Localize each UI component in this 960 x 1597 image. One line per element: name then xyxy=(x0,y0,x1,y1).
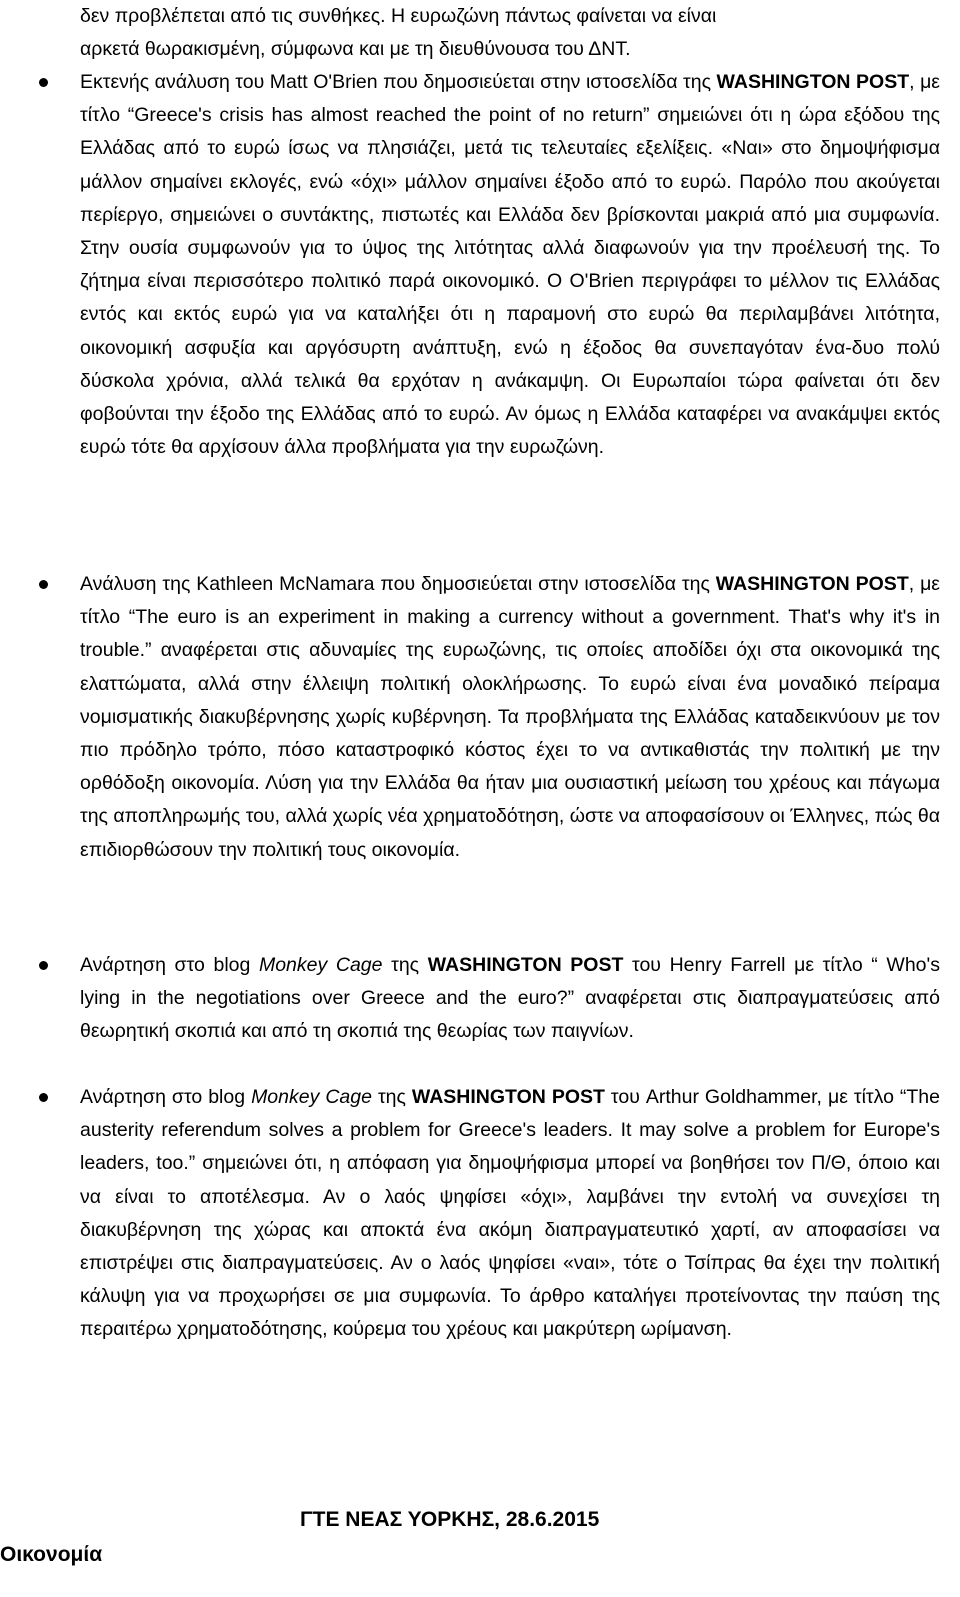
item-4-publication: WASHINGTON POST xyxy=(411,1086,605,1108)
intro-line-1: δεν προβλέπεται από τις συνθήκες. Η ευρωζώνη πάντως φαίνεται να είναι xyxy=(80,5,717,27)
item-4-connector: της xyxy=(371,1086,412,1108)
document-title: ΓΤΕ ΝΕΑΣ ΥΟΡΚΗΣ, 28.6.2015 xyxy=(300,1508,600,1531)
item-4-blog-name: Monkey Cage xyxy=(251,1086,372,1108)
item-4-intro: Ανάρτηση στο blog xyxy=(80,1086,252,1108)
list-item-3 xyxy=(80,949,940,1049)
bullet-icon xyxy=(39,78,48,87)
bullet-icon xyxy=(39,1093,48,1102)
list-item-4 xyxy=(80,1081,940,1347)
list-item-2 xyxy=(80,568,940,867)
item-4-text: του Arthur Goldhammer, με τίτλο “The austerity referendum solves a problem for Greece's leaders. It may solve a problem for Europe's leaders, too.” σημειώνει ότι, η απόφαση για δημοψήφισμα μπορεί να βοηθήσει τον Π/Θ, όποιο και να είναι το αποτέλεσμα. Αν ο λαός ψηφίσει «όχι», λαμβάνει την εντολή να συνεχίσει τη διακυβέρνηση της χώρας και αποκτά ένα ακόμη διαπραγματευτικό χαρτί, αν αποφασίσει να επιστρέψει στις διαπραγματεύσεις. Αν ο λαός ψηφίσει «ναι», τότε ο Τσίπρας θα έχει την πολιτική κάλυψη για να προχωρήσει σε μια συμφωνία. Το άρθρο καταλήγει προτείνοντας την παύση της περαιτέρω χρηματοδότησης, κούρεμα του χρέους και μακρύτερη ωρίμανση. xyxy=(80,1086,940,1341)
item-3-intro: Ανάρτηση στο blog xyxy=(80,954,259,976)
item-1-intro: Εκτενής ανάλυση του Matt O'Brien που δημοσιεύεται στην ιστοσελίδα της xyxy=(80,71,717,93)
item-1-text: , με τίτλο “Greece's crisis has almost reached the point of no return” σημειώνει ότι η ώρα εξόδου της Ελλάδας από το ευρώ ίσως να πλησιάζει, μετά τις τελευταίες εξελίξεις. «Ναι» στο δημοψήφισμα μάλλον σημαίνει εκλογές, ενώ «όχι» μάλλον σημαίνει έξοδο από το ευρώ. Παρόλο που ακούγεται περίεργο, σημειώνει ο συντάκτης, πιστωτές και Ελλάδα δεν βρίσκονται μακριά από μια συμφωνία. Στην ουσία συμφωνούν για το ύψος της λιτότητας αλλά διαφωνούν για την προέλευσή της. Το ζήτημα είναι περισσότερο πολιτικό παρά οικονομικό. Ο O'Brien περιγράφει το μέλλον τις Ελλάδας εντός και εκτός ευρώ για να καταλήξει ότι η παραμονή στο ευρώ θα περιλαμβάνει λιτότητα, οικονομική ασφυξία και αργόσυρτη ανάπτυξη, ενώ η έξοδος θα συνεπαγόταν ένα-δυο πολύ δύσκολα χρόνια, αλλά τελικά θα ερχόταν η ανάκαμψη. Οι Ευρωπαίοι τώρα φαίνεται ότι δεν φοβούνται την έξοδο της Ελλάδας από το ευρώ. Αν όμως η Ελλάδα καταφέρει να ανακάμψει εκτός ευρώ τότε θα αρχίσουν άλλα προβλήματα για την ευρωζώνη. xyxy=(80,71,940,459)
item-2-intro: Ανάλυση της Kathleen McNamara που δημοσιεύεται στην ιστοσελίδα της xyxy=(80,573,716,595)
item-3-blog-name: Monkey Cage xyxy=(258,954,383,976)
item-2-text: , με τίτλο “The euro is an experiment in making a currency without a government. That's why it's in trouble.” αναφέρεται στις αδυναμίες της ευρωζώνης, τις οποίες αποδίδει όχι στα οικονομικά της ελαττώματα, αλλά στην έλλειψη πολιτική ολοκλήρωσης. Το ευρώ είναι ένα μοναδικό πείραμα νομισματικής διακυβέρνησης χωρίς κυβέρνηση. Τα προβλήματα της Ελλάδας καταδεικνύουν με τον πιο πρόδηλο τρόπο, πόσο καταστροφικό κόστος έχει το να αντικαθιστάς την πολιτική με την ορθόδοξη οικονομία. Λύση για την Ελλάδα θα ήταν μια ουσιαστική μείωση του χρέους και πάγωμα της αποπληρωμής του, αλλά χωρίς νέα χρηματοδότηση, ώστε να αποφασίσουν οι Έλληνες, πώς θα επιδιορθώσουν την πολιτική τους οικονομία. xyxy=(80,573,940,861)
item-3-connector: της xyxy=(382,954,428,976)
section-label: Οικονομία xyxy=(0,1543,103,1566)
item-1-publication: WASHINGTON POST xyxy=(716,71,910,93)
item-2-publication: WASHINGTON POST xyxy=(715,573,909,595)
intro-line-2: αρκετά θωρακισμένη, σύμφωνα και με τη διευθύνουσα του ΔΝΤ. xyxy=(80,38,631,60)
bullet-icon xyxy=(39,580,48,589)
item-3-text: του Henry Farrell με τίτλο “ Who's lying in the negotiations over Greece and the euro?” αναφέρεται στις διαπραγματεύσεις από θεωρητική σκοπιά και από τη σκοπιά της θεωρίας των παιγνίων. xyxy=(80,954,940,1043)
item-3-publication: WASHINGTON POST xyxy=(427,954,624,976)
bullet-icon xyxy=(39,961,48,970)
list-item-1 xyxy=(80,66,940,464)
